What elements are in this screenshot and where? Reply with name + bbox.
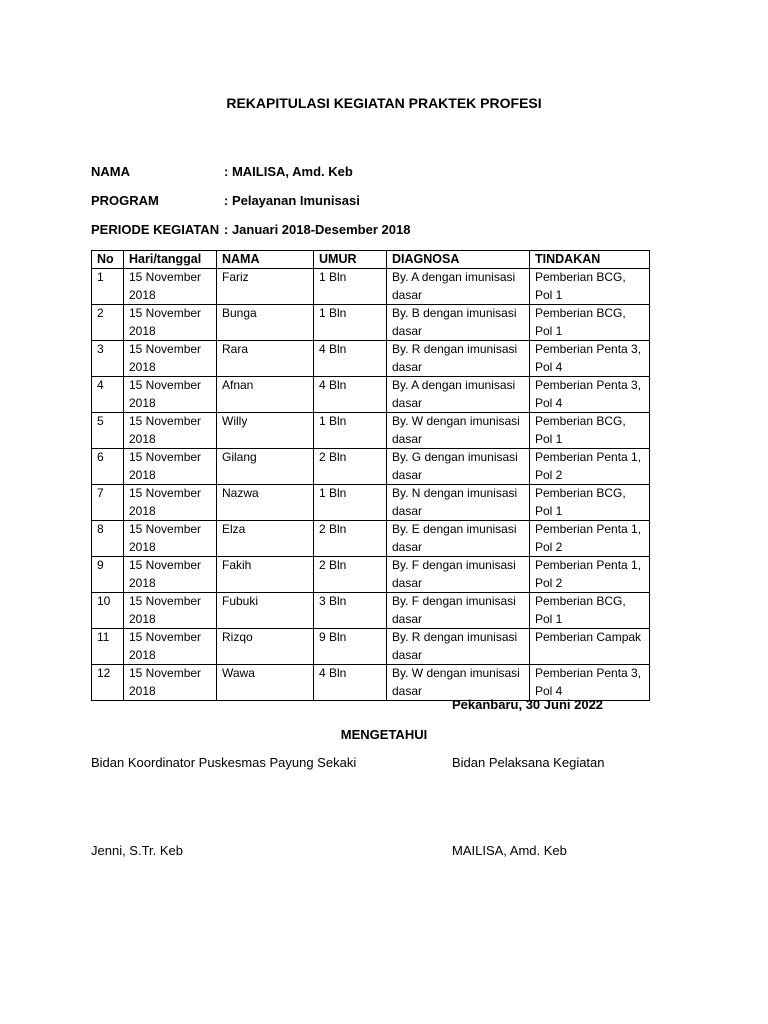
cell-no: 8 — [92, 521, 124, 557]
acknowledge-heading: MENGETAHUI — [340, 727, 428, 742]
table-row — [92, 629, 650, 665]
cell-diagnosa: By. E dengan imunisasi dasar — [387, 521, 530, 557]
cell-nama: Fakih — [217, 557, 314, 593]
cell-no: 10 — [92, 593, 124, 629]
cell-hari-tanggal: 15 November 2018 — [124, 377, 217, 413]
cell-umur: 9 Bln — [314, 629, 387, 665]
cell-hari-tanggal: 15 November 2018 — [124, 557, 217, 593]
cell-nama: Rara — [217, 341, 314, 377]
cell-hari-tanggal: 15 November 2018 — [124, 341, 217, 377]
cell-diagnosa: By. A dengan imunisasi dasar — [387, 269, 530, 305]
cell-hari-tanggal: 15 November 2018 — [124, 665, 217, 701]
cell-no: 6 — [92, 449, 124, 485]
cell-nama: Wawa — [217, 665, 314, 701]
cell-tindakan: Pemberian Penta 3, Pol 4 — [530, 665, 650, 701]
cell-diagnosa: By. F dengan imunisasi dasar — [387, 593, 530, 629]
cell-no: 11 — [92, 629, 124, 665]
cell-hari-tanggal: 15 November 2018 — [124, 593, 217, 629]
table-row — [92, 557, 650, 593]
left-signer-role: Bidan Koordinator Puskesmas Payung Sekaki — [91, 755, 357, 770]
cell-no: 12 — [92, 665, 124, 701]
header-nama: NAMA — [217, 251, 314, 269]
cell-hari-tanggal: 15 November 2018 — [124, 413, 217, 449]
header-tindakan: TINDAKAN — [530, 251, 650, 269]
table-row — [92, 341, 650, 377]
cell-umur: 4 Bln — [314, 377, 387, 413]
cell-diagnosa: By. A dengan imunisasi dasar — [387, 377, 530, 413]
cell-hari-tanggal: 15 November 2018 — [124, 449, 217, 485]
table-row — [92, 449, 650, 485]
cell-nama: Fariz — [217, 269, 314, 305]
left-signer-name: Jenni, S.Tr. Keb — [91, 843, 184, 858]
cell-tindakan: Pemberian Penta 1, Pol 2 — [530, 557, 650, 593]
place-date: Pekanbaru, 30 Juni 2022 — [452, 697, 604, 712]
cell-no: 7 — [92, 485, 124, 521]
table-row — [92, 269, 650, 305]
rekap-table — [91, 250, 650, 701]
cell-hari-tanggal: 15 November 2018 — [124, 269, 217, 305]
header-umur: UMUR — [314, 251, 387, 269]
table-row — [92, 665, 650, 701]
table-row — [92, 305, 650, 341]
right-signer-role: Bidan Pelaksana Kegiatan — [452, 755, 605, 770]
cell-umur: 2 Bln — [314, 521, 387, 557]
cell-no: 3 — [92, 341, 124, 377]
table-row — [92, 413, 650, 449]
document-title: REKAPITULASI KEGIATAN PRAKTEK PROFESI — [226, 95, 542, 111]
cell-diagnosa: By. W dengan imunisasi dasar — [387, 413, 530, 449]
info-value: : MAILISA, Amd. Keb — [224, 164, 353, 179]
cell-tindakan: Pemberian Penta 1, Pol 2 — [530, 521, 650, 557]
cell-tindakan: Pemberian BCG, Pol 1 — [530, 269, 650, 305]
cell-tindakan: Pemberian BCG, Pol 1 — [530, 413, 650, 449]
cell-tindakan: Pemberian BCG, Pol 1 — [530, 485, 650, 521]
table-row — [92, 485, 650, 521]
cell-nama: Elza — [217, 521, 314, 557]
cell-tindakan: Pemberian Penta 1, Pol 2 — [530, 449, 650, 485]
header-no: No — [92, 251, 124, 269]
cell-nama: Rizqo — [217, 629, 314, 665]
info-label: PROGRAM — [91, 193, 159, 208]
header-diagnosa: DIAGNOSA — [387, 251, 530, 269]
cell-diagnosa: By. F dengan imunisasi dasar — [387, 557, 530, 593]
cell-tindakan: Pemberian BCG, Pol 1 — [530, 305, 650, 341]
table-row — [92, 593, 650, 629]
info-label: PERIODE KEGIATAN — [91, 222, 220, 237]
cell-no: 4 — [92, 377, 124, 413]
cell-tindakan: Pemberian Penta 3, Pol 4 — [530, 377, 650, 413]
cell-tindakan: Pemberian Campak — [530, 629, 650, 665]
cell-umur: 4 Bln — [314, 665, 387, 701]
cell-hari-tanggal: 15 November 2018 — [124, 305, 217, 341]
header-hari-tanggal: Hari/tanggal — [124, 251, 217, 269]
cell-nama: Fubuki — [217, 593, 314, 629]
table-body — [92, 269, 650, 701]
cell-tindakan: Pemberian Penta 3, Pol 4 — [530, 341, 650, 377]
cell-nama: Willy — [217, 413, 314, 449]
table-row — [92, 377, 650, 413]
cell-diagnosa: By. R dengan imunisasi dasar — [387, 341, 530, 377]
cell-no: 5 — [92, 413, 124, 449]
cell-hari-tanggal: 15 November 2018 — [124, 485, 217, 521]
cell-umur: 3 Bln — [314, 593, 387, 629]
cell-umur: 1 Bln — [314, 269, 387, 305]
cell-tindakan: Pemberian BCG, Pol 1 — [530, 593, 650, 629]
cell-hari-tanggal: 15 November 2018 — [124, 629, 217, 665]
cell-diagnosa: By. N dengan imunisasi dasar — [387, 485, 530, 521]
cell-umur: 4 Bln — [314, 341, 387, 377]
cell-no: 2 — [92, 305, 124, 341]
cell-no: 1 — [92, 269, 124, 305]
cell-nama: Gilang — [217, 449, 314, 485]
info-label: NAMA — [91, 164, 130, 179]
table-row — [92, 521, 650, 557]
cell-umur: 1 Bln — [314, 305, 387, 341]
info-value: : Pelayanan Imunisasi — [224, 193, 360, 208]
cell-umur: 1 Bln — [314, 413, 387, 449]
right-signer-name: MAILISA, Amd. Keb — [452, 843, 567, 858]
cell-diagnosa: By. G dengan imunisasi dasar — [387, 449, 530, 485]
cell-no: 9 — [92, 557, 124, 593]
table-header-row — [92, 251, 650, 269]
cell-diagnosa: By. W dengan imunisasi dasar — [387, 665, 530, 701]
cell-umur: 2 Bln — [314, 449, 387, 485]
cell-nama: Bunga — [217, 305, 314, 341]
cell-nama: Afnan — [217, 377, 314, 413]
cell-hari-tanggal: 15 November 2018 — [124, 521, 217, 557]
cell-umur: 2 Bln — [314, 557, 387, 593]
cell-umur: 1 Bln — [314, 485, 387, 521]
cell-diagnosa: By. R dengan imunisasi dasar — [387, 629, 530, 665]
cell-diagnosa: By. B dengan imunisasi dasar — [387, 305, 530, 341]
cell-nama: Nazwa — [217, 485, 314, 521]
info-value: : Januari 2018-Desember 2018 — [224, 222, 411, 237]
